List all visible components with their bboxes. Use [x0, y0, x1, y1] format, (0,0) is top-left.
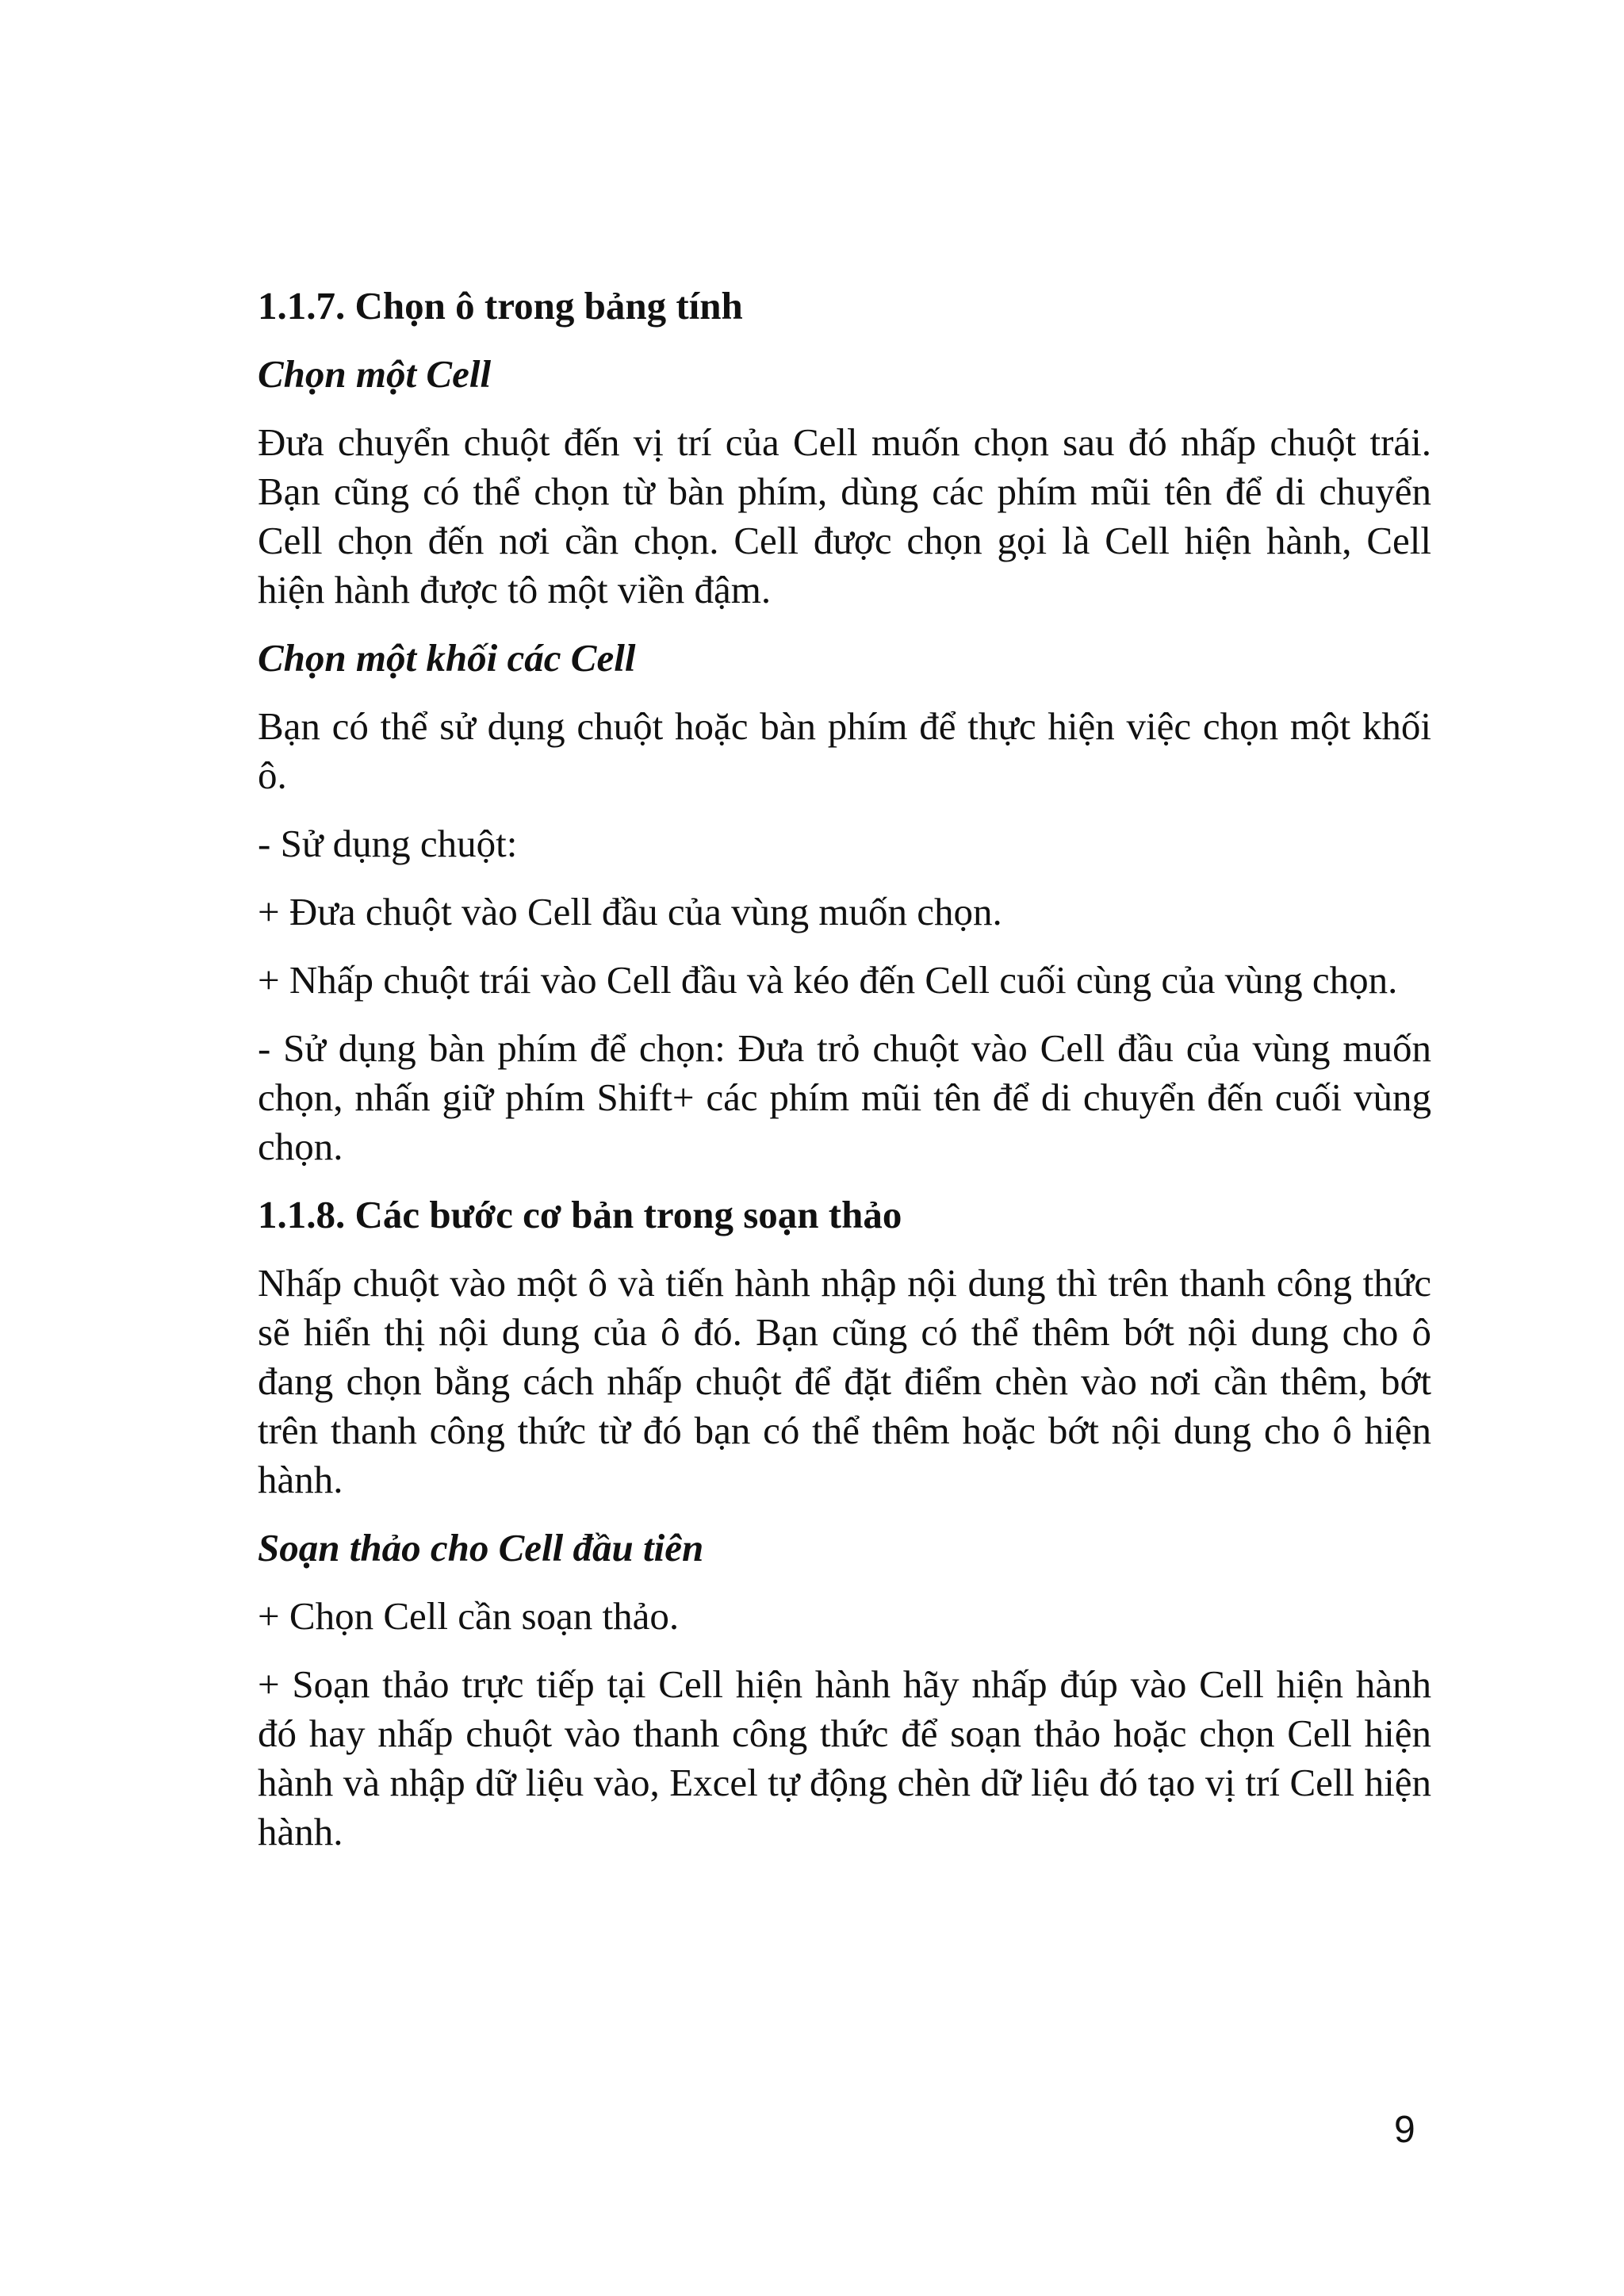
subheading-select-one-cell: Chọn một Cell — [258, 352, 492, 396]
subheading-select-cell-block: Chọn một khối các Cell — [258, 636, 636, 680]
section-heading-1-1-8: 1.1.8. Các bước cơ bản trong soạn thảo — [258, 1193, 902, 1236]
paragraph-mouse-step-2: + Nhấp chuột trái vào Cell đầu và kéo đến Cell cuối cùng của vùng chọn. — [258, 958, 1398, 1002]
subheading-edit-first-cell: Soạn thảo cho Cell đầu tiên — [258, 1526, 704, 1570]
paragraph-edit-step-2: + Soạn thảo trực tiếp tại Cell hiện hành hãy nhấp đúp vào Cell hiện hành đó hay nhấp chuột vào thanh công thức để soạn thảo hoặc chọn Cell hiện hành và nhập dữ liệu vào, Excel tự động chèn dữ liệu đó tạo vị trí Cell hiện hành. — [258, 1662, 1431, 1853]
paragraph-mouse-step-1: + Đưa chuột vào Cell đầu của vùng muốn chọn. — [258, 890, 1002, 933]
paragraph-select-one-cell: Đưa chuyển chuột đến vị trí của Cell muốn chọn sau đó nhấp chuột trái. Bạn cũng có thể chọn từ bàn phím, dùng các phím mũi tên để di chuyển Cell chọn đến nơi cần chọn. Cell được chọn gọi là Cell hiện hành, Cell hiện hành được tô một viền đậm. — [258, 420, 1431, 611]
page-content — [258, 282, 1431, 1857]
paragraph-editing-basics: Nhấp chuột vào một ô và tiến hành nhập nội dung thì trên thanh công thức sẽ hiển thị nội dung của ô đó. Bạn cũng có thể thêm bớt nội dung cho ô đang chọn bằng cách nhấp chuột để đặt điểm chèn vào nơi cần thêm, bớt trên thanh công thức từ đó bạn có thể thêm hoặc bớt nội dung cho ô hiện hành. — [258, 1261, 1431, 1501]
paragraph-edit-step-1: + Chọn Cell cần soạn thảo. — [258, 1594, 680, 1638]
section-heading-1-1-7: 1.1.7. Chọn ô trong bảng tính — [258, 284, 743, 328]
page-number: 9 — [1394, 2109, 1415, 2151]
paragraph-select-block-intro: Bạn có thể sử dụng chuột hoặc bàn phím để thực hiện việc chọn một khối ô. — [258, 704, 1431, 797]
paragraph-use-mouse: - Sử dụng chuột: — [258, 822, 518, 865]
paragraph-use-keyboard: - Sử dụng bàn phím để chọn: Đưa trỏ chuột vào Cell đầu của vùng muốn chọn, nhấn giữ phím Shift+ các phím mũi tên để di chuyển đến cuối vùng chọn. — [258, 1026, 1431, 1168]
